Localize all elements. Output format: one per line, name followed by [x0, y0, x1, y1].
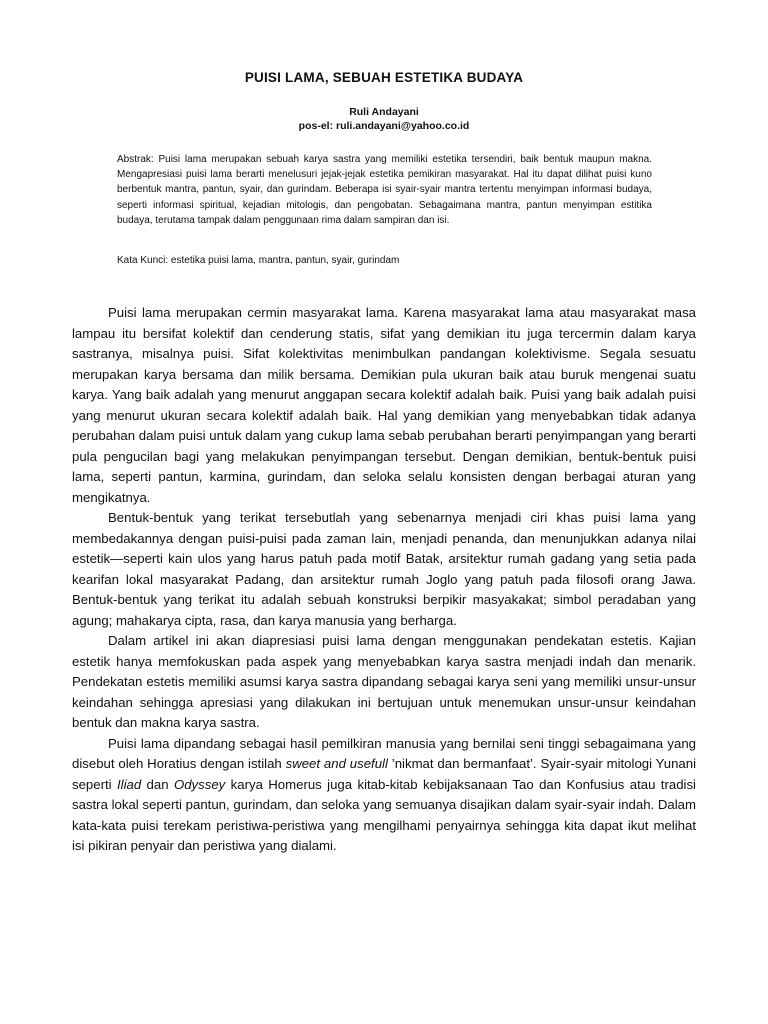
author-name: Ruli Andayani	[349, 106, 419, 118]
paper-title: PUISI LAMA, SEBUAH ESTETIKA BUDAYA	[244, 70, 524, 85]
body-text	[72, 303, 696, 857]
author-email: pos-el: ruli.andayani@yahoo.co.id	[298, 120, 470, 132]
keywords: Kata Kunci: estetika puisi lama, mantra, pantun, syair, gurindam	[117, 255, 400, 266]
paragraph-3: Dalam artikel ini akan diapresiasi puisi lama dengan menggunakan pendekatan estetis. Kajian estetik hanya memfokuskan pada aspek yang menyebabkan karya sastra menjadi indah dan menarik. Pendekatan estetis memiliki asumsi karya sastra dipandang sebagai karya seni yang memiliki unsur-unsur keindahan sehingga apresiasi yang dilakukan ini bertujuan untuk menemukan unsur-unsur keindahan bentuk dan makna karya sastra.	[72, 633, 696, 730]
paragraph-4	[72, 734, 696, 857]
paragraph-1: Puisi lama merupakan cermin masyarakat lama. Karena masyarakat lama atau masyarakat masa lampau itu bersifat kolektif dan cenderung statis, sifat yang demikian itu juga tercermin dalam karya sastranya, misalnya puisi. Sifat kolektivitas menimbulkan pandangan kolektivisme. Segala sesuatu merupakan karya bersama dan milik bersama. Demikian pula ukuran baik atau buruk mengenai suatu karya. Yang baik adalah yang menurut anggapan secara kolektif adalah baik. Puisi yang baik adalah puisi yang menurut ukuran secara kolektif adalah baik. Hal yang demikian yang menyebabkan tidak adanya perubahan dalam puisi untuk dalam yang cukup lama sebab perubahan berarti penyimpangan yang berarti pula pengucilan bagi yang melakukan penyimpangan tersebut. Dengan demikian, bentuk-bentuk puisi lama, seperti pantun, karmina, gurindam, dan seloka selalu konsisten dengan berbagai aturan yang mengikatnya.	[72, 305, 696, 505]
paragraph-4-text-1: Puisi lama dipandang sebagai hasil pemilkiran manusia yang bernilai seni tinggi sebagaimana yang disebut oleh Horatius dengan istilah	[72, 735, 696, 771]
italic-title-odyssey: Odyssey	[173, 776, 226, 792]
paragraph-2: Bentuk-bentuk yang terikat tersebutlah yang sebenarnya menjadi ciri khas puisi lama yang membedakannya dengan puisi-puisi pada zaman lain, menjadi penanda, dan menunjukkan adanya nilai estetik—seperti kain ulos yang harus patuh pada motif Batak, arsitektur rumah gadang yang setia pada kearifan lokal masyarakat Padang, dan arsitektur rumah Joglo yang patuh pada filosofi orang Jawa. Bentuk-bentuk yang terikat itu adalah sebuah konstruksi berpikir masyakakat; simbol peradaban yang agung; mahakarya cipta, rasa, dan karya manusia yang berharga.	[72, 510, 696, 628]
paragraph-4-text-2: ’nikmat dan bermanfaat’. Syair-syair mitologi Yunani seperti	[72, 756, 696, 792]
abstract: Abstrak: Puisi lama merupakan sebuah karya sastra yang memiliki estetika tersendiri, baik bentuk maupun makna. Mengapresiasi puisi lama berarti menelusuri jejak-jejak estetika pemikiran masyarakat. Hal itu dapat dilihat puisi kuno berbentuk mantra, pantun, syair, dan gurindam. Beberapa isi syair-syair mantra tertentu menyimpan informasi budaya, seperti informasi spiritual, kejadian mitologis, dan pengobatan. Sebagaimana mantra, pantun menyimpan estitika budaya, terutama tampak dalam penggunaan rima dalam sampiran dan isi.	[117, 154, 652, 226]
italic-term-sweet-and-usefull: sweet and usefull	[285, 756, 388, 771]
paragraph-4-text-3: dan	[141, 776, 174, 792]
paragraph-4-text-4: karya Homerus juga kitab-kitab kebijaksanaan Tao dan Konfusius atau tradisi sastra lokal seperti pantun, gurindam, dan seloka yang semuanya disajikan dalam syair-syair indah. Dalam kata-kata puisi terekam peristiwa-peristiwa yang mengilhami penyairnya sehingga kita dapat ikut melihat isi pikiran penyair dan peristiwa yang dialami.	[72, 776, 696, 853]
italic-title-iliad: Iliad	[116, 776, 142, 792]
